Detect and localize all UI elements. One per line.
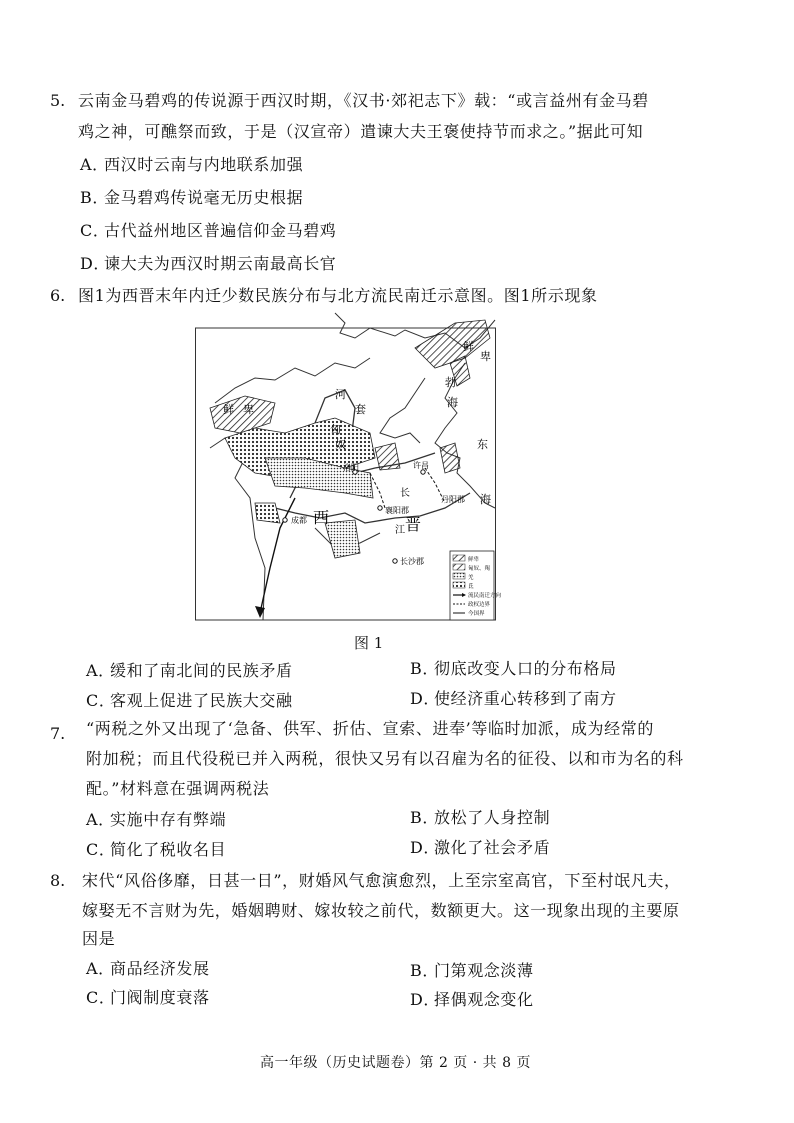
option-c[interactable] [86, 691, 293, 711]
option-a[interactable] [80, 155, 303, 175]
option-text: 门阀制度衰落 [110, 988, 210, 1007]
map-label: 海 [447, 396, 458, 409]
question-stem-line: 嫁娶无不言财为先，婚姻聘财、嫁妆较之前代，数额更大。这一现象出现的主要原 [82, 901, 680, 920]
legend-item: 鲜卑 [468, 557, 480, 563]
map-label: 匈 [330, 423, 341, 436]
question-stem-line: 因是 [82, 929, 116, 948]
option-d[interactable] [80, 254, 336, 274]
option-label: C． [86, 840, 116, 859]
question-number: 8. [50, 871, 66, 890]
option-label: B． [410, 659, 439, 678]
map-label: 成都 [291, 516, 307, 525]
option-label: C． [86, 988, 116, 1007]
option-label: C． [80, 221, 110, 240]
question-stem-line: 附加税；而且代役税已并入两税，很快又另有以召雇为名的征役、以和市为名的科 [86, 749, 684, 768]
legend-item: 今国界 [468, 611, 485, 617]
option-text: 激化了社会矛盾 [434, 838, 551, 857]
option-a[interactable] [86, 661, 293, 681]
option-text: 缓和了南北间的民族矛盾 [110, 661, 293, 680]
map-label: 江 [395, 525, 405, 536]
map-label: 洛阳 [343, 463, 359, 472]
option-label: A． [86, 661, 115, 680]
map-label: 卑 [480, 350, 491, 363]
option-b[interactable] [410, 808, 550, 828]
legend-item: 流民南迁方向 [468, 593, 502, 599]
option-label: B． [410, 961, 439, 980]
question-stem-line: 图1为西晋末年内迁少数民族分布与北方流民南迁示意图。图1所示现象 [78, 286, 598, 305]
option-text: 商品经济发展 [110, 959, 210, 978]
question-stem-line: 鸡之神，可醮祭而致，于是（汉宣帝）遣谏大夫王褒使持节而求之。”据此可知 [78, 122, 644, 141]
map-label: 奴 [335, 438, 346, 451]
question-number: 6. [50, 286, 66, 305]
option-text: 彻底改变人口的分布格局 [434, 659, 617, 678]
map-label: 丹阳郡 [441, 495, 465, 504]
option-d[interactable] [410, 990, 534, 1010]
option-text: 简化了税收名目 [110, 840, 227, 859]
map-label: 鲜 [463, 340, 474, 353]
option-text: 使经济重心转移到了南方 [434, 689, 617, 708]
map-label: 长沙郡 [400, 557, 424, 566]
legend-item: 匈奴、羯 [468, 566, 491, 572]
question-stem-line: 宋代“风俗侈靡，日甚一日”，财婚风气愈演愈烈，上至宗室高官，下至村氓凡夫， [82, 871, 681, 890]
option-label: A． [80, 155, 109, 174]
option-b[interactable] [410, 659, 617, 679]
option-text: 放松了人身控制 [434, 808, 551, 827]
option-d[interactable] [410, 689, 617, 709]
option-text: 实施中存有弊端 [110, 810, 227, 829]
question-stem-line: “两税之外又出现了‘急备、供军、折估、宣索、进奉’等临时加派，成为经常的 [86, 719, 654, 738]
option-label: D． [410, 990, 441, 1009]
map-label: 许昌 [413, 461, 429, 470]
map-label: 东 [477, 438, 488, 451]
option-b[interactable] [410, 961, 534, 981]
map-label: 海 [480, 493, 491, 506]
option-d[interactable] [410, 838, 550, 858]
map-label: 西 [313, 508, 330, 527]
option-b[interactable] [80, 188, 303, 208]
option-label: B． [80, 188, 109, 207]
option-label: C． [86, 691, 116, 710]
option-c[interactable] [80, 221, 336, 241]
option-text: 金马碧鸡传说毫无历史根据 [104, 188, 304, 207]
figure-caption: 图 1 [354, 634, 384, 652]
map-label: 套 [355, 403, 366, 416]
option-text: 谏大夫为西汉时期云南最高长官 [104, 254, 337, 273]
map-label: 鲜 [223, 403, 234, 416]
option-text: 客观上促进了民族大交融 [110, 691, 293, 710]
question-stem-line: 云南金马碧鸡的传说源于西汉时期，《汉书·郊祀志下》载：“或言益州有金马碧 [78, 91, 649, 110]
option-label: A． [86, 959, 115, 978]
question-number: 5. [50, 91, 66, 110]
option-text: 古代益州地区普遍信仰金马碧鸡 [104, 221, 337, 240]
map-label: 晋 [405, 515, 422, 534]
option-label: D． [410, 689, 441, 708]
option-c[interactable] [86, 840, 226, 860]
option-a[interactable] [86, 810, 226, 830]
option-text: 西汉时云南与内地联系加强 [104, 155, 304, 174]
option-label: D． [410, 838, 441, 857]
option-label: D． [80, 254, 111, 273]
map-label: 河 [335, 388, 346, 401]
legend-item: 氐 [468, 584, 474, 590]
historical-map [195, 308, 520, 626]
option-text: 门第观念淡薄 [434, 961, 534, 980]
map-label: 襄阳郡 [385, 506, 409, 515]
legend-item: 政权边界 [468, 602, 491, 608]
map-label: 长 [400, 488, 410, 499]
question-stem-line: 配。”材料意在强调两税法 [86, 779, 270, 798]
page-footer: 高一年级（历史试题卷）第 2 页 · 共 8 页 [260, 1055, 531, 1071]
option-label: B． [410, 808, 439, 827]
option-c[interactable] [86, 988, 210, 1008]
map-label: 勃 [445, 376, 456, 389]
option-label: A． [86, 810, 115, 829]
question-number: 7. [50, 724, 66, 743]
option-text: 择偶观念变化 [434, 990, 534, 1009]
map-legend [450, 551, 502, 620]
option-a[interactable] [86, 959, 210, 979]
legend-item: 羌 [468, 575, 474, 581]
map-label: 卑 [243, 403, 254, 416]
